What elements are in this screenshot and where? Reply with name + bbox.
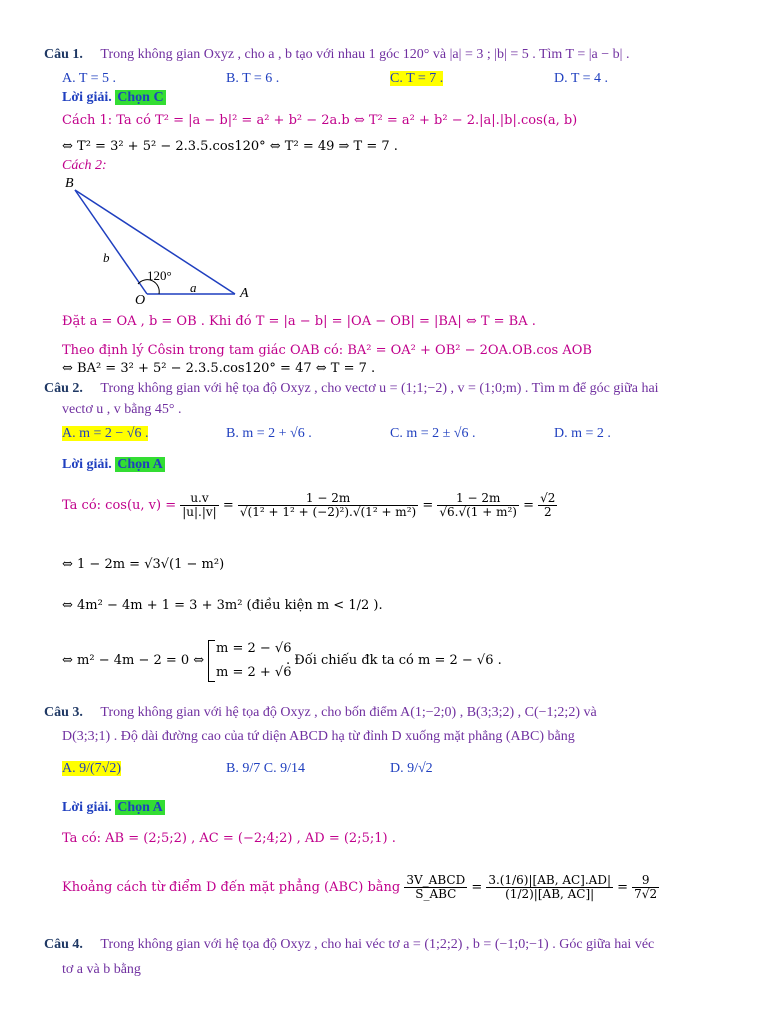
vectors-line: Ta có: AB = (2;5;2) , AC = (−2;4;2) , AD = (2;5;1) . xyxy=(62,831,396,846)
question-label: Câu 4. xyxy=(44,937,83,952)
step-3-conclusion: . Đối chiếu đk ta có m = 2 − √6 . xyxy=(286,653,502,668)
question-label: Câu 3. xyxy=(44,705,83,720)
label-o: O xyxy=(135,293,146,307)
method-1-result: ⇔ T² = 3² + 5² − 2.3.5.cos120° ⇔ T² = 49 ⇒ T = 7 . xyxy=(62,139,398,154)
question-label: Câu 2. xyxy=(44,381,83,396)
cosine-result: ⇔ BA² = 3² + 5² − 2.3.5.cos120° = 47 ⇔ T = 7 . xyxy=(62,361,376,376)
cosine-law: Theo định lý Côsin trong tam giác OAB có: BA² = OA² + OB² − 2OA.OB.cos AOB xyxy=(62,343,592,358)
question-1 xyxy=(44,46,629,64)
root-2: m = 2 + √6 xyxy=(216,665,292,680)
option-d: D. 9/√2 xyxy=(390,761,433,776)
solution-heading: Lời giải. Chọn C xyxy=(62,90,164,105)
question-text-cont: vectơ u , v bằng 45° . xyxy=(62,402,182,417)
label-a: A xyxy=(240,286,249,301)
answer-badge: Chọn A xyxy=(117,457,163,472)
question-2 xyxy=(44,380,659,398)
segment-ob xyxy=(75,190,147,294)
step-3: ⇔ m² − 4m − 2 = 0 ⇔ xyxy=(62,653,205,668)
angle-label: 120° xyxy=(147,268,172,283)
question-text-cont: D(3;3;1) . Độ dài đường cao của tứ diện ABCD hạ từ đỉnh D xuống mặt phẳng (ABC) bằng xyxy=(62,729,575,744)
triangle-figure xyxy=(55,172,265,307)
option-d: D. m = 2 . xyxy=(554,426,611,441)
bracket xyxy=(208,640,215,682)
answer-badge: Chọn C xyxy=(117,90,164,105)
option-b: B. T = 6 . xyxy=(226,71,280,86)
method-1: Cách 1: Ta có T² = |a − b|² = a² + b² − 2a.b ⇔ T² = a² + b² − 2.|a|.|b|.cos(a, b) xyxy=(62,113,578,128)
option-a: A. 9/(7√2) xyxy=(62,761,122,776)
option-c: C. m = 2 ± √6 . xyxy=(390,426,476,441)
solution-heading: Lời giải. Chọn A xyxy=(62,800,163,815)
question-text: Trong không gian Oxyz , cho a , b tạo với nhau 1 góc 120° và |a| = 3 ; |b| = 5 . Tìm T = |a − b| . xyxy=(100,47,630,62)
option-b: B. m = 2 + √6 . xyxy=(226,426,312,441)
question-text-cont: tơ a và b bằng xyxy=(62,962,141,977)
step-2: ⇔ 4m² − 4m + 1 = 3 + 3m² (điều kiện m < 1/2 ). xyxy=(62,598,383,613)
question-text: Trong không gian với hệ tọa độ Oxyz , cho vectơ u = (1;1;−2) , v = (1;0;m) . Tìm m để góc giữa hai xyxy=(100,381,659,396)
label-vec-a: a xyxy=(190,280,197,295)
question-text: Trong không gian với hệ tọa độ Oxyz , cho hai véc tơ a = (1;2;2) , b = (−1;0;−1) . Góc giữa hai véc xyxy=(100,937,655,952)
option-c: C. T = 7 . xyxy=(390,71,444,86)
method-2-label: Cách 2: xyxy=(62,158,107,173)
root-1: m = 2 − √6 xyxy=(216,641,292,656)
option-a: A. m = 2 − √6 . xyxy=(62,426,149,441)
question-label: Câu 1. xyxy=(44,47,83,62)
question-3 xyxy=(44,704,597,722)
step-1: ⇔ 1 − 2m = √3√(1 − m²) xyxy=(62,557,225,572)
label-vec-b: b xyxy=(103,250,110,265)
setup-line: Đặt a = OA , b = OB . Khi đó T = |a − b| = |OA − OB| = |BA| ⇔ T = BA . xyxy=(62,314,536,329)
option-d: D. T = 4 . xyxy=(554,71,609,86)
question-4 xyxy=(44,936,654,954)
cos-formula: Ta có: cos(u, v) = $\frac{u.v}{|u|.|v|}$ = $\frac{1 - 2m}{\text{√(1² + 1² + (−2)²).√(1² + m²)}}$ = $\frac{1 - 2m}{\text{√6.√(1 + m²)}}$ = $\frac{√2}{2}$ xyxy=(62,491,556,519)
label-b: B xyxy=(65,176,74,191)
option-a: A. T = 5 . xyxy=(62,71,117,86)
question-text: Trong không gian với hệ tọa độ Oxyz , cho bốn điểm A(1;−2;0) , B(3;3;2) , C(−1;2;2) và xyxy=(100,705,597,720)
answer-badge: Chọn A xyxy=(117,800,163,815)
distance-formula: Khoảng cách từ điểm D đến mặt phẳng (ABC) bằng $\frac{\text{3V\_ABCD}}{\text{S\_ABC}}$ = $\frac{3.(1/6)|[AB, AC].AD|}{(1/2)|[AB, AC]|}$ = $\frac{9}{7√2}$ xyxy=(62,873,658,901)
solution-heading: Lời giải. Chọn A xyxy=(62,457,163,472)
option-b-c: B. 9/7 C. 9/14 xyxy=(226,761,305,776)
